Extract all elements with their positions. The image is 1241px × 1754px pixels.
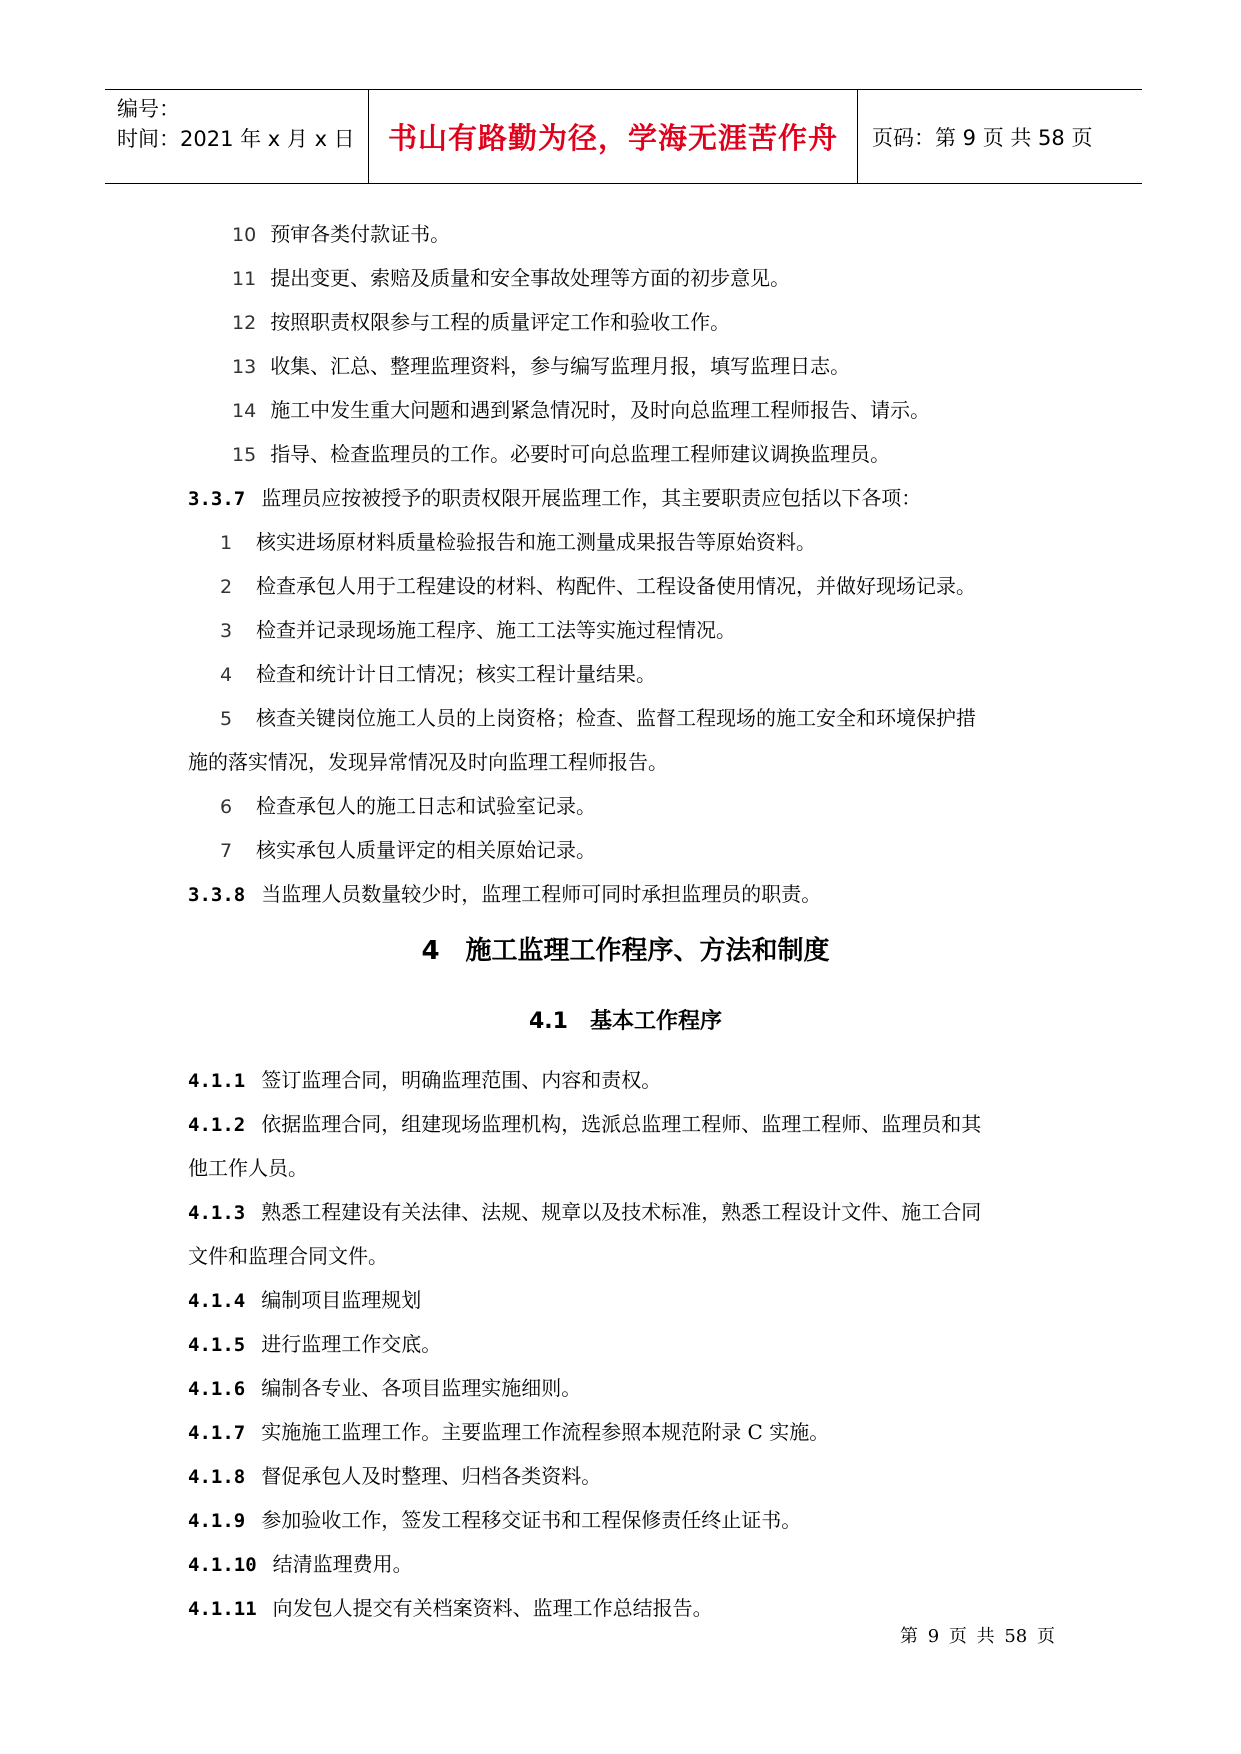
list-item: 1 核实进场原材料质量检验报告和施工测量成果报告等原始资料。 bbox=[220, 530, 816, 554]
document-number-label: 编号： bbox=[117, 97, 180, 121]
header-page-number: 页码：第 9 页 共 58 页 bbox=[872, 125, 1093, 150]
clause-3-3-8: 3.3.8 当监理人员数量较少时，监理工程师可同时承担监理员的职责。 bbox=[188, 882, 822, 906]
document-date-label: 时间：2021 年 x 月 x 日 bbox=[117, 127, 355, 151]
list-item: 11 提出变更、索赔及质量和安全事故处理等方面的初步意见。 bbox=[232, 266, 791, 290]
clause-item: 4.1.2 依据监理合同，组建现场监理机构，选派总监理工程师、监理工程师、监理员和其 bbox=[188, 1112, 982, 1136]
clause-item: 4.1.4 编制项目监理规划 bbox=[188, 1288, 422, 1312]
clause-3-3-7: 3.3.7 监理员应按被授予的职责权限开展监理工作，其主要职责应包括以下各项： bbox=[188, 486, 922, 510]
document-body bbox=[188, 212, 1063, 1630]
list-item-continuation: 施的落实情况，发现异常情况及时向监理工程师报告。 bbox=[188, 750, 668, 774]
chapter-title: 4 施工监理工作程序、方法和制度 bbox=[421, 936, 830, 966]
clause-item: 4.1.3 熟悉工程建设有关法律、法规、规章以及技术标准，熟悉工程设计文件、施工合同 bbox=[188, 1200, 982, 1224]
list-item: 12 按照职责权限参与工程的质量评定工作和验收工作。 bbox=[232, 310, 731, 334]
section-title: 4.1 基本工作程序 bbox=[529, 1009, 722, 1034]
clause-item: 4.1.9 参加验收工作，签发工程移交证书和工程保修责任终止证书。 bbox=[188, 1508, 802, 1532]
header-motto: 书山有路勤为径，学海无涯苦作舟 bbox=[369, 90, 858, 183]
list-item: 7 核实承包人质量评定的相关原始记录。 bbox=[220, 838, 596, 862]
header-info-cell bbox=[105, 90, 369, 183]
page-header bbox=[105, 89, 1142, 184]
list-item: 14 施工中发生重大问题和遇到紧急情况时，及时向总监理工程师报告、请示。 bbox=[232, 398, 931, 422]
clause-continuation: 他工作人员。 bbox=[188, 1156, 308, 1180]
clause-item: 4.1.8 督促承包人及时整理、归档各类资料。 bbox=[188, 1464, 602, 1488]
list-item: 5 核查关键岗位施工人员的上岗资格；检查、监督工程现场的施工安全和环境保护措 bbox=[220, 706, 976, 730]
clause-item: 4.1.1 签订监理合同，明确监理范围、内容和责权。 bbox=[188, 1068, 662, 1092]
clause-item: 4.1.11 向发包人提交有关档案资料、监理工作总结报告。 bbox=[188, 1596, 713, 1620]
clause-item: 4.1.10 结清监理费用。 bbox=[188, 1552, 413, 1576]
list-item: 6 检查承包人的施工日志和试验室记录。 bbox=[220, 794, 596, 818]
clause-item: 4.1.5 进行监理工作交底。 bbox=[188, 1332, 442, 1356]
list-item: 10 预审各类付款证书。 bbox=[232, 222, 451, 246]
clause-item: 4.1.6 编制各专业、各项目监理实施细则。 bbox=[188, 1376, 582, 1400]
clause-continuation: 文件和监理合同文件。 bbox=[188, 1244, 388, 1268]
list-item: 4 检查和统计计日工情况；核实工程计量结果。 bbox=[220, 662, 656, 686]
list-item: 15 指导、检查监理员的工作。必要时可向总监理工程师建议调换监理员。 bbox=[232, 442, 891, 466]
page-footer-number: 第 9 页 共 58 页 bbox=[900, 1626, 1055, 1647]
list-item: 2 检查承包人用于工程建设的材料、构配件、工程设备使用情况，并做好现场记录。 bbox=[220, 574, 976, 598]
clause-item: 4.1.7 实施施工监理工作。主要监理工作流程参照本规范附录 C 实施。 bbox=[188, 1420, 830, 1444]
list-item: 3 检查并记录现场施工程序、施工工法等实施过程情况。 bbox=[220, 618, 736, 642]
list-item: 13 收集、汇总、整理监理资料，参与编写监理月报，填写监理日志。 bbox=[232, 354, 851, 378]
